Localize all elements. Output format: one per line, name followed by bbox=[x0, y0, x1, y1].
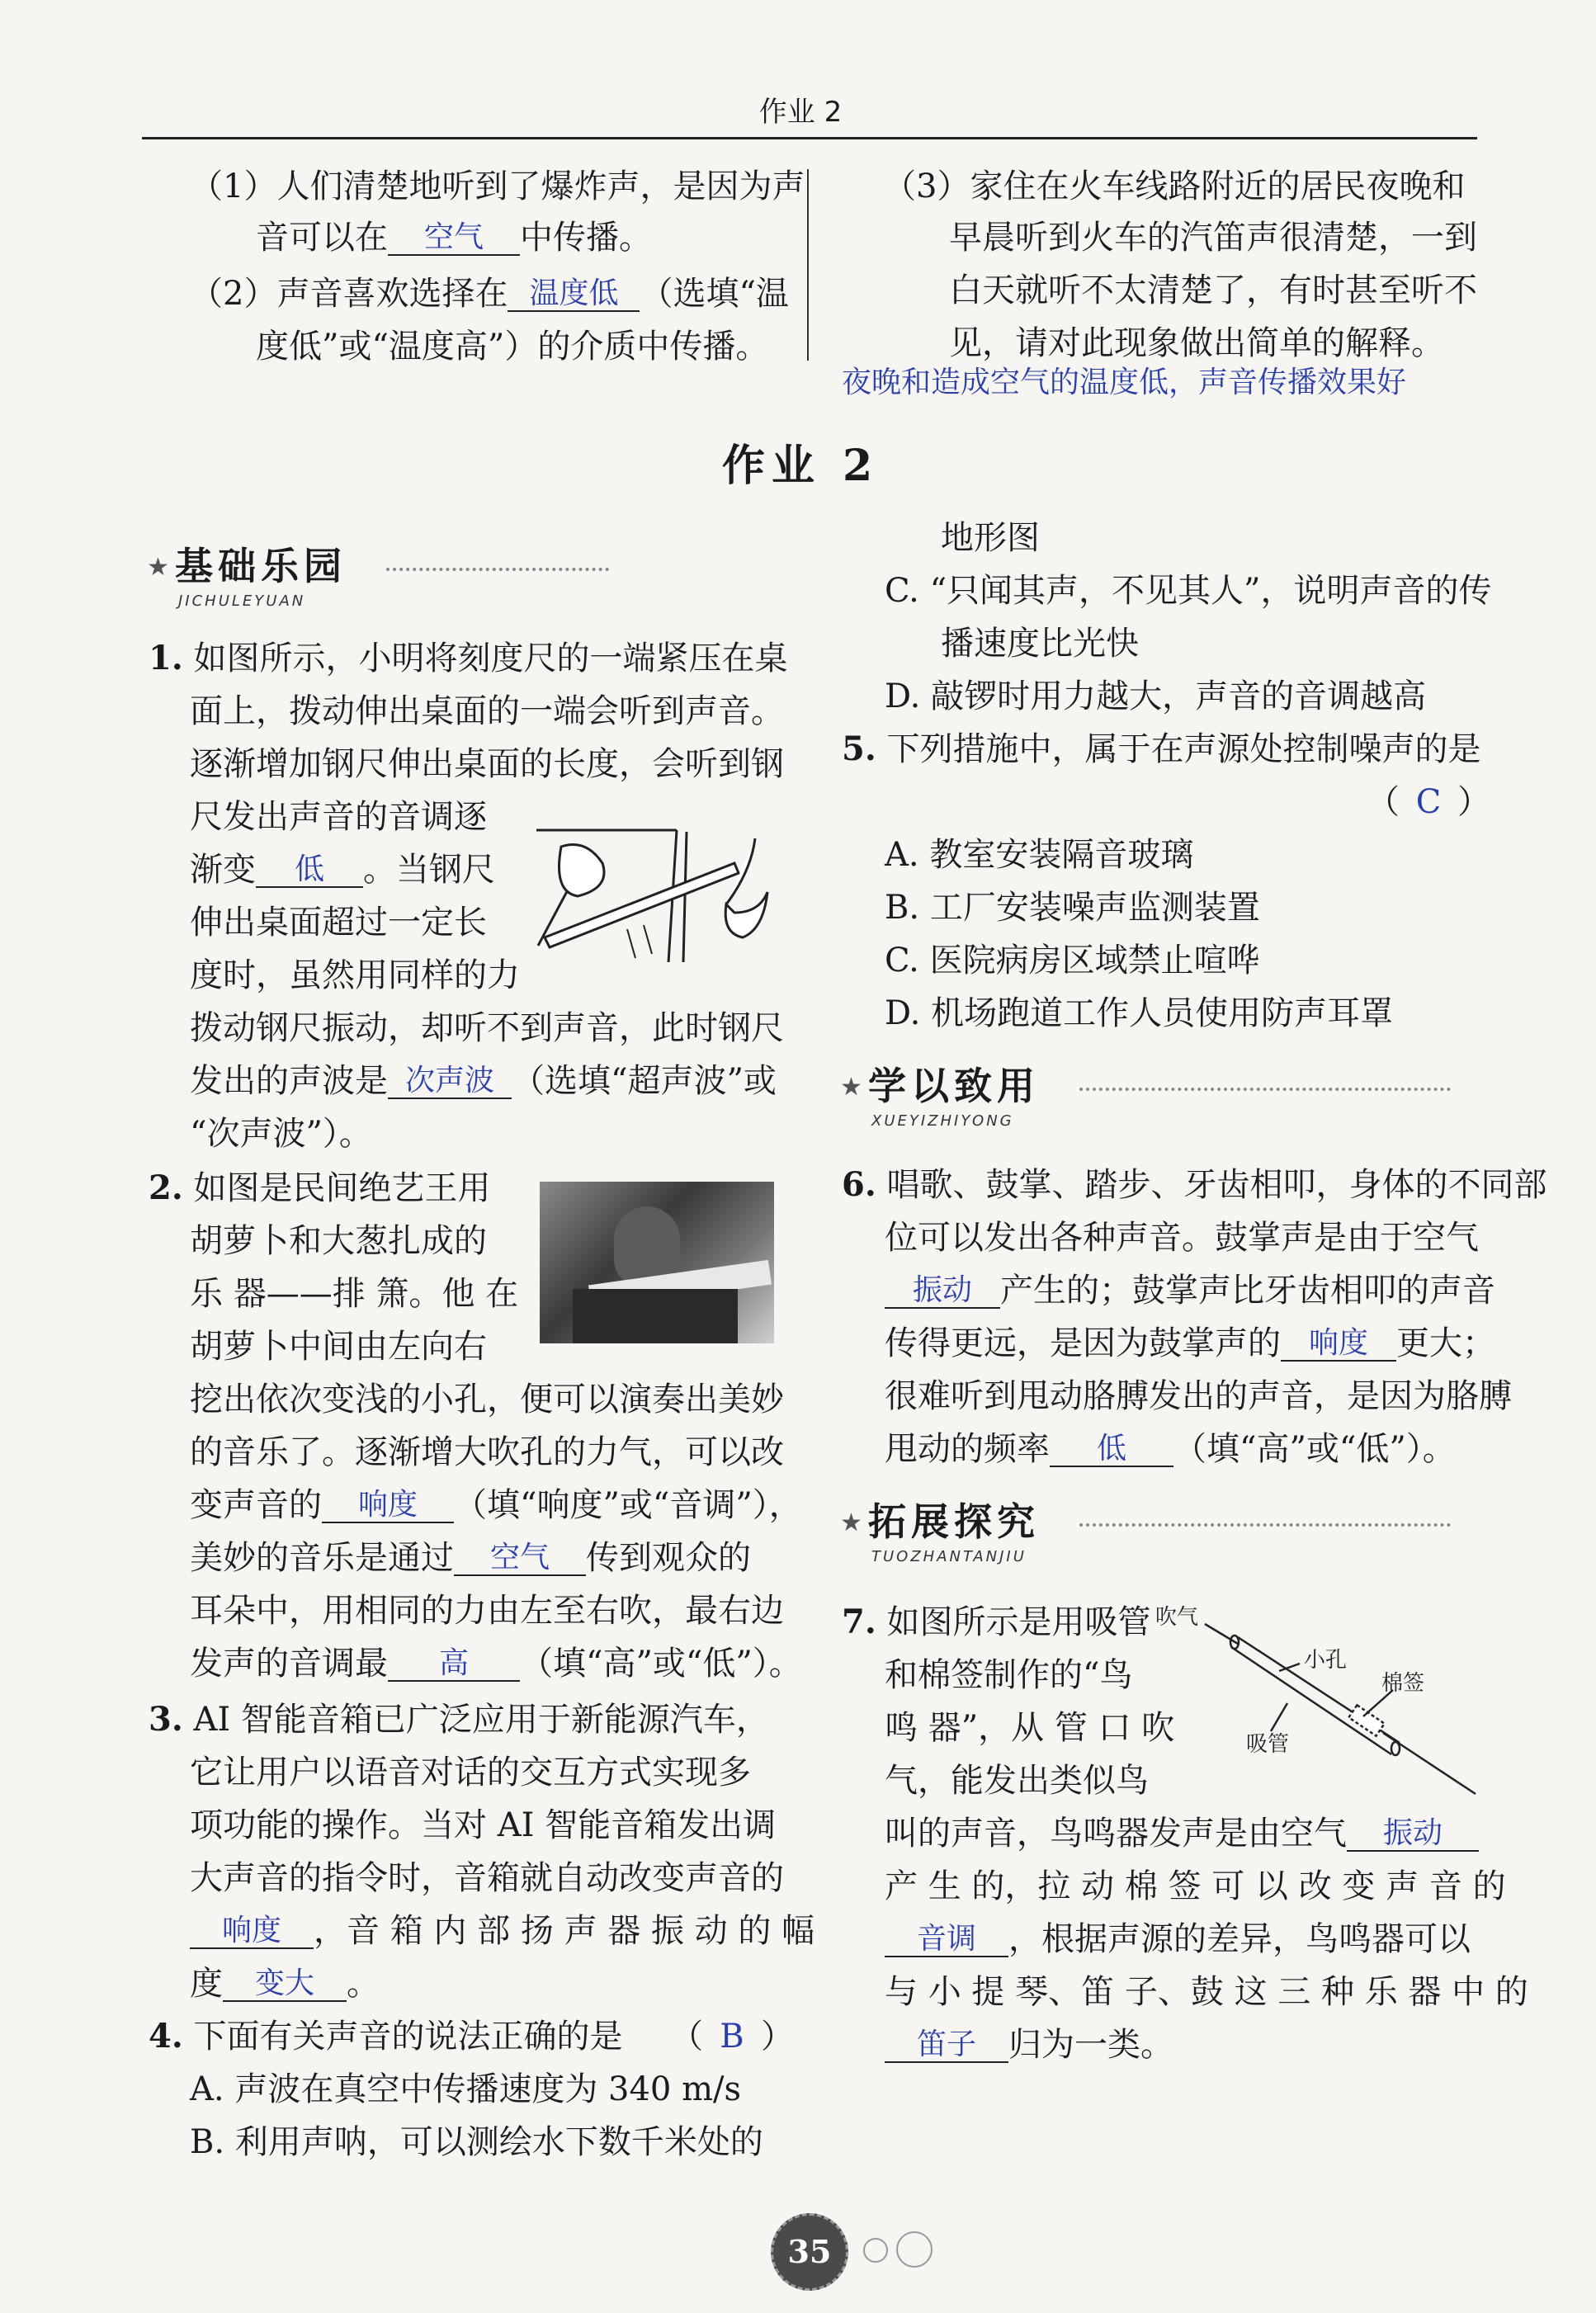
section-tuozhan bbox=[840, 1497, 1451, 1571]
column-divider bbox=[807, 169, 809, 361]
q4-answer-paren: （ B ） bbox=[670, 2018, 794, 2056]
top-q3-line3: 白天就听不太清楚了，有时甚至听不 bbox=[949, 271, 1477, 309]
section-title: 学以致用 bbox=[868, 1064, 1040, 1108]
q7-line1: 7. 如图所示是用吸管 bbox=[842, 1603, 1151, 1641]
q5-option-b: B. 工厂安装噪声监测装置 bbox=[885, 889, 1260, 927]
q6-line4: 传得更远，是因为鼓掌声的 响度 更大； bbox=[885, 1324, 1495, 1362]
fig-label-straw: 吸管 bbox=[1246, 1732, 1290, 1757]
q4-option-b: B. 利用声呐，可以测绘水下数千米处的 bbox=[190, 2123, 763, 2161]
answer-blank: 响度 bbox=[1281, 1327, 1396, 1362]
q1-line5: 渐变 低 。当钢尺 bbox=[190, 851, 495, 889]
answer-blank: 温度低 bbox=[508, 277, 640, 312]
top-q3-answer: 夜晚和造成空气的温度低，声音传播效果好 bbox=[842, 366, 1407, 399]
running-header: 作业 2 bbox=[758, 96, 843, 129]
q2-line10: 发声的音调最 高 （填“高”或“低”）。 bbox=[190, 1645, 802, 1683]
q3-line2: 它让用户以语音对话的交互方式实现多 bbox=[190, 1754, 751, 1791]
answer-blank: 响度 bbox=[322, 1489, 454, 1523]
dotted-rule bbox=[386, 568, 609, 571]
dotted-rule bbox=[1079, 1523, 1451, 1527]
section-pinyin: TUOZHANTANJIU bbox=[871, 1548, 1027, 1565]
q2-line1: 2. 如图是民间绝艺王用 bbox=[149, 1168, 491, 1207]
q5-stem: 5. 下列措施中，属于在声源处控制噪声的是 bbox=[842, 729, 1481, 768]
q4-option-c-cont: 播速度比光快 bbox=[941, 625, 1139, 663]
top-q3-line4: 见，请对此现象做出简单的解释。 bbox=[949, 324, 1444, 362]
q7-line5: 叫的声音，鸟鸣器发声是由空气 振动 bbox=[885, 1815, 1479, 1852]
answer-blank: 低 bbox=[1050, 1433, 1173, 1467]
q7-line2: 和棉签制作的“鸟 bbox=[885, 1656, 1133, 1694]
page-title: 作业 2 bbox=[721, 441, 880, 491]
q6-line5: 很难听到甩动胳膊发出的声音，是因为胳膊 bbox=[885, 1377, 1512, 1415]
page-number-badge: 35 bbox=[771, 2213, 848, 2291]
q7-line9: 笛子 归为一类。 bbox=[885, 2027, 1173, 2063]
bird-whistle-figure bbox=[1155, 1601, 1477, 1799]
q2-line9: 耳朵中，用相同的力由左至右吹，最右边 bbox=[190, 1592, 784, 1630]
q1-line9: 发出的声波是 次声波 （选填“超声波”或 bbox=[190, 1062, 777, 1100]
answer-blank: 音调 bbox=[885, 1923, 1008, 1957]
q5-option-c: C. 医院病房区域禁止喧哗 bbox=[885, 942, 1260, 979]
decor-circle-small bbox=[863, 2238, 888, 2263]
q6-line3: 振动 产生的；鼓掌声比牙齿相叩的声音 bbox=[885, 1272, 1495, 1309]
q3-line3: 项功能的操作。当对 AI 智能音箱发出调 bbox=[190, 1806, 777, 1844]
star-icon: ★ bbox=[840, 1508, 862, 1537]
q7-line4: 气，能发出类似鸟 bbox=[885, 1762, 1149, 1800]
q4-option-a: A. 声波在真空中传播速度为 340 m/s bbox=[190, 2070, 742, 2108]
q4-option-c: C. “只闻其声，不见其人”，说明声音的传 bbox=[885, 572, 1492, 610]
q7-line6: 产 生 的，拉 动 棉 签 可 以 改 变 声 音 的 bbox=[885, 1867, 1506, 1905]
q1-line8: 拨动钢尺振动，却听不到声音，此时钢尺 bbox=[190, 1009, 784, 1047]
answer-blank: 振动 bbox=[1347, 1817, 1479, 1852]
q7-line7: 音调 ，根据声源的差异，鸟鸣器可以 bbox=[885, 1921, 1471, 1957]
q3-line5: 响度 ，音 箱 内 部 扬 声 器 振 动 的 幅 bbox=[190, 1913, 815, 1949]
q2-line8: 美妙的音乐是通过 空气 传到观众的 bbox=[190, 1539, 751, 1577]
top-q2-line2: 度低”或“温度高”）的介质中传播。 bbox=[256, 328, 769, 366]
fig-label-blow: 吹气 bbox=[1155, 1605, 1199, 1630]
q1-line3: 逐渐增加钢尺伸出桌面的长度，会听到钢 bbox=[190, 745, 784, 783]
q3-line4: 大声音的指令时，音箱就自动改变声音的 bbox=[190, 1859, 784, 1897]
section-pinyin: XUEYIZHIYONG bbox=[871, 1112, 1014, 1130]
top-q1-line2: 音可以在 空气 中传播。 bbox=[256, 219, 652, 257]
fig-label-hole: 小孔 bbox=[1304, 1648, 1348, 1673]
q1-line10: “次声波”）。 bbox=[190, 1115, 372, 1153]
q7-line3: 鸣 器”，从 管 口 吹 bbox=[885, 1709, 1175, 1747]
star-icon: ★ bbox=[147, 553, 169, 582]
answer-blank: 变大 bbox=[223, 1967, 347, 2002]
q5-option-d: D. 机场跑道工作人员使用防声耳罩 bbox=[885, 994, 1394, 1032]
answer-blank: 笛子 bbox=[885, 2028, 1008, 2063]
q2-line4: 胡萝卜中间由左向右 bbox=[190, 1328, 487, 1366]
q2-line7: 变声音的 响度 （填“响度”或“音调”）， bbox=[190, 1486, 802, 1524]
header-rule bbox=[142, 137, 1477, 139]
section-title: 拓展探究 bbox=[868, 1499, 1040, 1544]
star-icon: ★ bbox=[840, 1073, 862, 1102]
decor-circle-large bbox=[896, 2231, 933, 2268]
panpipe-photo bbox=[540, 1182, 774, 1343]
top-q1-line1: （1）人们清楚地听到了爆炸声，是因为声 bbox=[190, 168, 805, 205]
q4-stem: 4. 下面有关声音的说法正确的是 bbox=[149, 2017, 623, 2056]
q2-line5: 挖出依次变浅的小孔，便可以演奏出美妙 bbox=[190, 1381, 784, 1418]
ruler-figure bbox=[528, 814, 776, 970]
q5-option-a: A. 教室安装隔音玻璃 bbox=[885, 836, 1194, 874]
q4-option-b-cont: 地形图 bbox=[941, 519, 1040, 557]
q2-line2: 胡萝卜和大葱扎成的 bbox=[190, 1222, 487, 1260]
q1-line1: 1. 如图所示，小明将刻度尺的一端紧压在桌 bbox=[149, 639, 788, 677]
section-title: 基础乐园 bbox=[175, 544, 347, 588]
q3-line6: 度 变大 。 bbox=[190, 1965, 380, 2003]
answer-blank: 空气 bbox=[454, 1541, 586, 1576]
q5-answer-paren: （ C ） bbox=[1367, 783, 1490, 821]
q4-option-d: D. 敲锣时用力越大，声音的音调越高 bbox=[885, 677, 1427, 715]
q1-line7: 度时，虽然用同样的力 bbox=[190, 956, 520, 994]
q6-line6: 甩动的频率 低 （填“高”或“低”）。 bbox=[885, 1430, 1456, 1468]
section-xueyi bbox=[840, 1061, 1451, 1135]
top-q2-line1: （2）声音喜欢选择在 温度低 （选填“温 bbox=[190, 275, 789, 313]
dotted-rule bbox=[1079, 1088, 1451, 1091]
top-q3-line1: （3）家住在火车线路附近的居民夜晚和 bbox=[883, 168, 1466, 205]
answer-blank: 高 bbox=[388, 1647, 520, 1682]
fig-label-swab: 棉签 bbox=[1381, 1671, 1425, 1696]
q2-line3: 乐 器——排 箫。他 在 bbox=[190, 1275, 519, 1313]
q1-line6: 伸出桌面超过一定长 bbox=[190, 904, 487, 942]
section-jichu bbox=[147, 541, 609, 616]
q1-line4: 尺发出声音的音调逐 bbox=[190, 798, 487, 836]
q7-line8: 与 小 提 琴、笛 子、鼓 这 三 种 乐 器 中 的 bbox=[885, 1973, 1528, 2011]
answer-blank: 响度 bbox=[190, 1914, 314, 1949]
top-q3-line2: 早晨听到火车的汽笛声很清楚，一到 bbox=[949, 219, 1477, 257]
answer-blank: 振动 bbox=[885, 1274, 1000, 1309]
q2-line6: 的音乐了。逐渐增大吹孔的力气，可以改 bbox=[190, 1433, 784, 1471]
q1-line2: 面上，拨动伸出桌面的一端会听到声音。 bbox=[190, 692, 784, 730]
q3-line1: 3. AI 智能音箱已广泛应用于新能源汽车， bbox=[149, 1700, 769, 1739]
section-pinyin: JICHULEYUAN bbox=[178, 592, 306, 610]
answer-blank: 次声波 bbox=[388, 1064, 512, 1099]
q6-line1: 6. 唱歌、鼓掌、踏步、牙齿相叩，身体的不同部 bbox=[842, 1165, 1547, 1204]
q6-line2: 位可以发出各种声音。鼓掌声是由于空气 bbox=[885, 1219, 1479, 1257]
answer-blank: 低 bbox=[256, 853, 363, 888]
answer-blank: 空气 bbox=[388, 221, 520, 256]
